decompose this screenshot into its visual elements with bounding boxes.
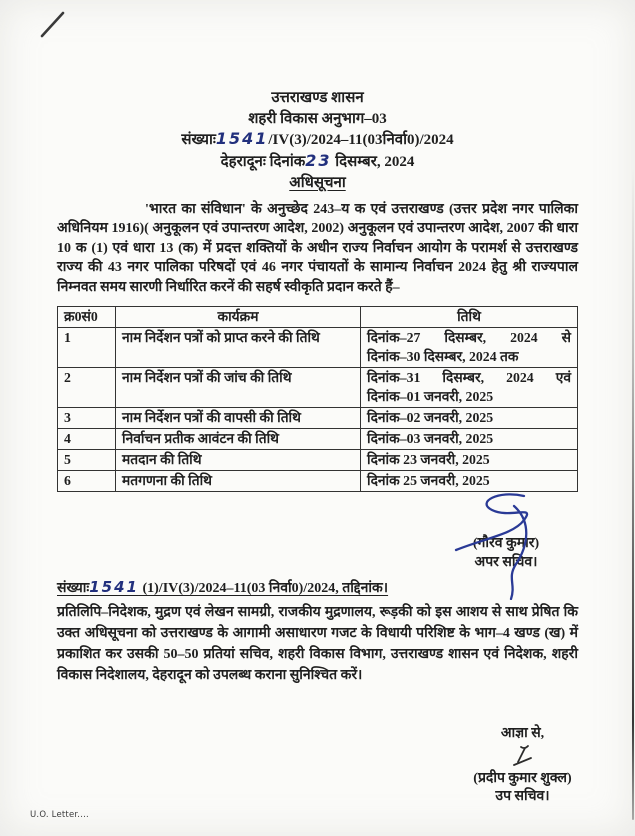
header-date: तिथि xyxy=(361,307,578,328)
secondary-signature-block xyxy=(455,725,590,806)
date-line: दिनांक–30 दिसम्बर, 2024 तक xyxy=(367,349,519,364)
handwritten-ref2-number: 1541 xyxy=(89,578,139,596)
government-name: उत्तराखण्ड शासन xyxy=(271,90,364,106)
signatory-title: अपर सचिव। xyxy=(474,555,538,570)
schedule-row xyxy=(58,328,578,368)
schedule-header-row xyxy=(58,307,578,328)
ref2-prefix: संख्याः xyxy=(57,581,90,596)
cell-event: नाम निर्देशन पत्रों को प्राप्त करने की तिथि xyxy=(116,328,361,368)
cell-serial: 4 xyxy=(58,429,116,450)
cell-date xyxy=(361,429,578,450)
date-line: दिनांक–03 जनवरी, 2025 xyxy=(367,431,494,446)
cell-event: नाम निर्देशन पत्रों की वापसी की तिथि xyxy=(116,408,361,429)
schedule-row xyxy=(58,368,578,408)
schedule-row xyxy=(58,450,578,471)
header-serial: क्र0सं0 xyxy=(58,307,116,328)
ref-prefix: संख्याः xyxy=(181,132,216,148)
uo-letter-note: U.O. Letter.... xyxy=(30,810,89,820)
date-line: दिनांक–31 दिसम्बर, 2024 एवं xyxy=(367,370,571,385)
election-schedule-table xyxy=(57,306,578,492)
schedule-row xyxy=(58,429,578,450)
endorsement-reference-line xyxy=(57,578,388,597)
cell-serial: 5 xyxy=(58,450,116,471)
reference-number-line xyxy=(57,129,578,151)
cell-event: मतदान की तिथि xyxy=(116,450,361,471)
notification-title: अधिसूचना xyxy=(289,175,346,191)
cell-serial: 1 xyxy=(58,328,116,368)
date-line: दिनांक 25 जनवरी, 2025 xyxy=(367,473,490,488)
cell-date xyxy=(361,450,578,471)
schedule-row xyxy=(58,408,578,429)
signatory-name: (गौरव कुमार) xyxy=(472,536,540,551)
cell-serial: 3 xyxy=(58,408,116,429)
date-line: दिनांक–02 जनवरी, 2025 xyxy=(367,410,494,425)
handwritten-ref-number: 1541 xyxy=(215,129,269,148)
cell-event: निर्वाचन प्रतीक आवंटन की तिथि xyxy=(116,429,361,450)
cell-date xyxy=(361,408,578,429)
letterhead xyxy=(57,88,578,194)
cell-event: नाम निर्देशन पत्रों की जांच की तिथि xyxy=(116,368,361,408)
place-date-prefix: देहरादूनः दिनांक xyxy=(220,153,306,170)
cell-date xyxy=(361,328,578,368)
cell-event: मतगणना की तिथि xyxy=(116,471,361,492)
date-line: दिनांक–01 जनवरी, 2025 xyxy=(367,389,494,404)
preamble-paragraph: 'भारत का संविधान' के अनुच्छेद 243–य क एवं उत्तराखण्ड (उत्तर प्रदेश नगर पालिका अधिनियम 1916)( अनुकूलन एवं उपान्तरण आदेश, 2002) अनुकूलन एवं उपान्तरण आदेश, 2007 की धारा 10 क (1) एवं धारा 13 (क) में प्रदत्त शक्तियों के अधीन राज्य निर्वाचन आयोग के परामर्श से उत्तराखण्ड राज्य की 43 नगर पालिका परिषदों एवं 46 नगर पंचायतों के सामान्य निर्वाचन 2024 हेतु श्री राज्यपाल निम्नवत समय सारणी निर्धारित करनें की सहर्ष स्वीकृति प्रदान करते हैं– xyxy=(57,202,578,295)
place-date-suffix: दिसम्बर, 2024 xyxy=(331,153,415,170)
department-section: शहरी विकास अनुभाग–03 xyxy=(248,110,387,127)
cell-serial: 6 xyxy=(58,471,116,492)
signatory2-title: उप सचिव। xyxy=(495,789,550,804)
date-line: दिनांक–27 दिसम्बर, 2024 से xyxy=(367,330,571,345)
handwritten-date-day: 23 xyxy=(305,150,332,170)
header-event: कार्यक्रम xyxy=(116,307,361,328)
ref-suffix: /IV(3)/2024–11(03निर्वा0)/2024 xyxy=(268,132,454,148)
copy-forwarding-paragraph: प्रतिलिपि–निदेशक, मुद्रण एवं लेखन सामग्री, राजकीय मुद्रणालय, रूड़की को इस आशय से साथ प्रेषित कि उक्त अधिसूचना को उत्तराखण्ड के आगामी असाधारण गजट के विधायी परिशिष्ट के भाग–4 खण्ड (ख) में प्रकाशित कर उसकी 50–50 प्रतियां सचिव, शहरी विकास विभाग, उत्तराखण्ड शासन एवं निदेशक, शहरी विकास निदेशालय, देहरादून को उपलब्ध कराना सुनिश्चित करें। xyxy=(57,605,578,683)
signature-ink-gaurav-kumar xyxy=(452,488,560,600)
scan-edge-artifact xyxy=(632,168,635,820)
date-line: दिनांक 23 जनवरी, 2025 xyxy=(367,452,490,467)
schedule-table-body xyxy=(58,328,578,492)
by-order-text: आज्ञा से, xyxy=(500,726,545,741)
signature-ink-pradeep-kumar xyxy=(509,744,537,768)
place-date-line xyxy=(57,151,578,173)
cell-date xyxy=(361,368,578,408)
cell-serial: 2 xyxy=(58,368,116,408)
ref2-suffix: (1)/IV(3)/2024–11(03 निर्वा0)/2024, तद्दिनांक। xyxy=(138,581,389,596)
pen-slash-mark xyxy=(38,10,68,40)
signatory2-name: (प्रदीप कुमार शुक्ल) xyxy=(473,771,572,786)
